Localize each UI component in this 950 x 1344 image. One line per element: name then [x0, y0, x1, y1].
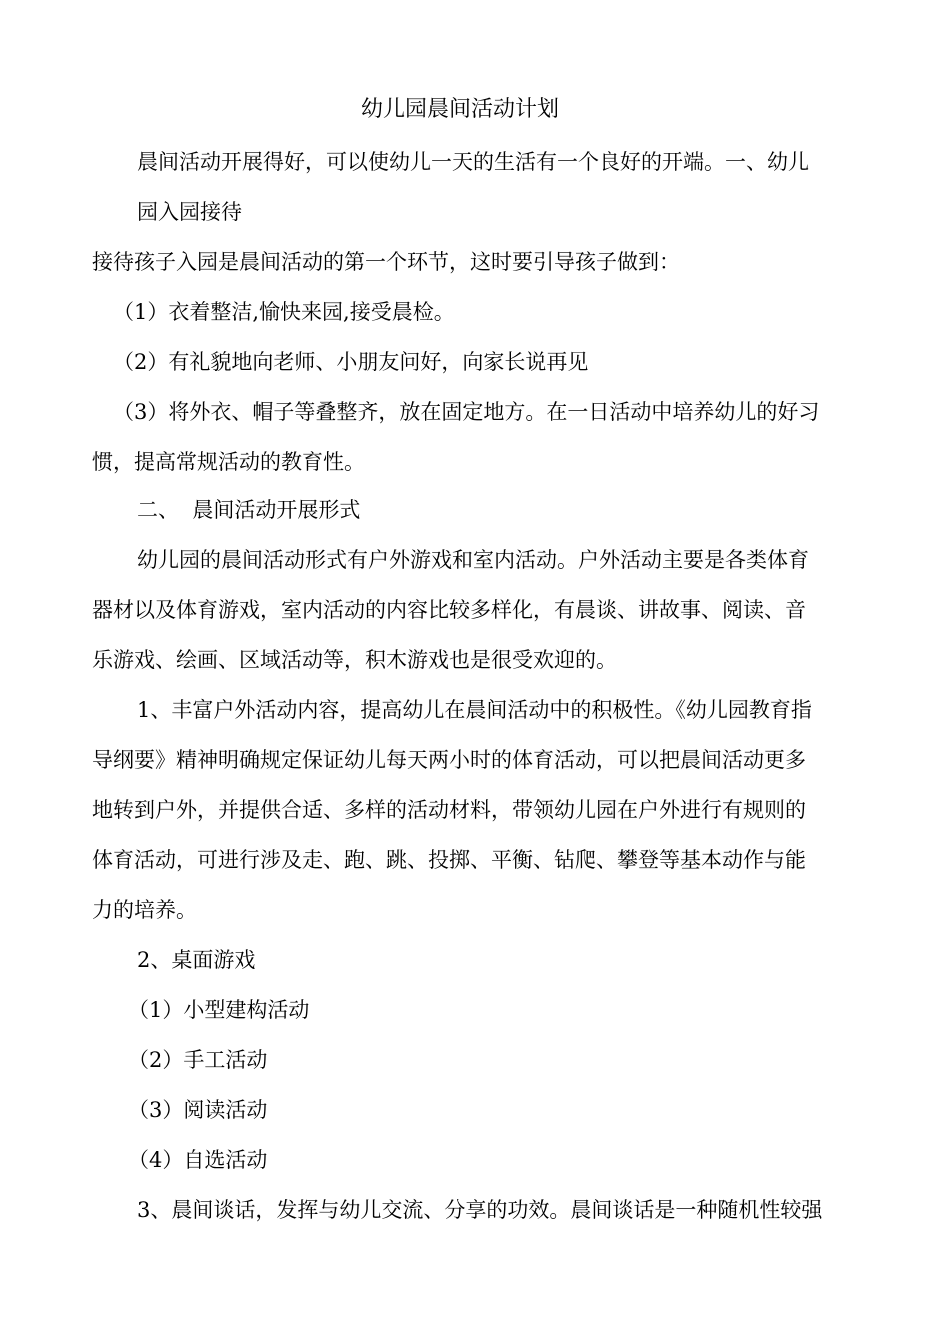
paragraph-line: 3、晨间谈话，发挥与幼儿交流、分享的功效。晨间谈话是一种随机性较强 — [137, 1198, 823, 1222]
paragraph-line: 导纲要》精神明确规定保证幼儿每天两小时的体育活动，可以把晨间活动更多 — [92, 748, 806, 772]
document-title: 幼儿园晨间活动计划 — [361, 97, 560, 122]
list-item: （1）衣着整洁,愉快来园,接受晨检。 — [113, 300, 455, 324]
list-item: （3）将外衣、帽子等叠整齐，放在固定地方。在一日活动中培养幼儿的好习 — [113, 400, 820, 424]
list-item: （4）自选活动 — [128, 1148, 268, 1172]
paragraph-line: 地转到户外，并提供合适、多样的活动材料，带领幼儿园在户外进行有规则的 — [92, 798, 806, 822]
list-item: （2）手工活动 — [128, 1048, 268, 1072]
paragraph-line: 体育活动，可进行涉及走、跑、跳、投掷、平衡、钻爬、攀登等基本动作与能 — [92, 848, 806, 872]
list-item: （1）小型建构活动 — [128, 998, 310, 1022]
paragraph-line: 接待孩子入园是晨间活动的第一个环节，这时要引导孩子做到： — [92, 250, 680, 274]
paragraph-line: 乐游戏、绘画、区域活动等，积木游戏也是很受欢迎的。 — [92, 648, 617, 672]
paragraph-line: 园入园接待 — [137, 200, 242, 224]
paragraph-line: 器材以及体育游戏，室内活动的内容比较多样化，有晨谈、讲故事、阅读、音 — [92, 598, 806, 622]
section-heading: 二、 晨间活动开展形式 — [137, 498, 361, 522]
paragraph-line: 惯，提高常规活动的教育性。 — [92, 450, 365, 474]
list-item: （2）有礼貌地向老师、小朋友问好，向家长说再见 — [113, 350, 589, 374]
paragraph-line: 1、丰富户外活动内容，提高幼儿在晨间活动中的积极性。《幼儿园教育指 — [137, 698, 812, 722]
paragraph-line: 幼儿园的晨间活动形式有户外游戏和室内活动。户外活动主要是各类体育 — [137, 548, 809, 572]
subsection-heading: 2、桌面游戏 — [137, 948, 256, 972]
paragraph-line: 力的培养。 — [92, 898, 197, 922]
list-item: （3）阅读活动 — [128, 1098, 268, 1122]
paragraph-line: 晨间活动开展得好，可以使幼儿一天的生活有一个良好的开端。一、幼儿 — [137, 150, 809, 174]
